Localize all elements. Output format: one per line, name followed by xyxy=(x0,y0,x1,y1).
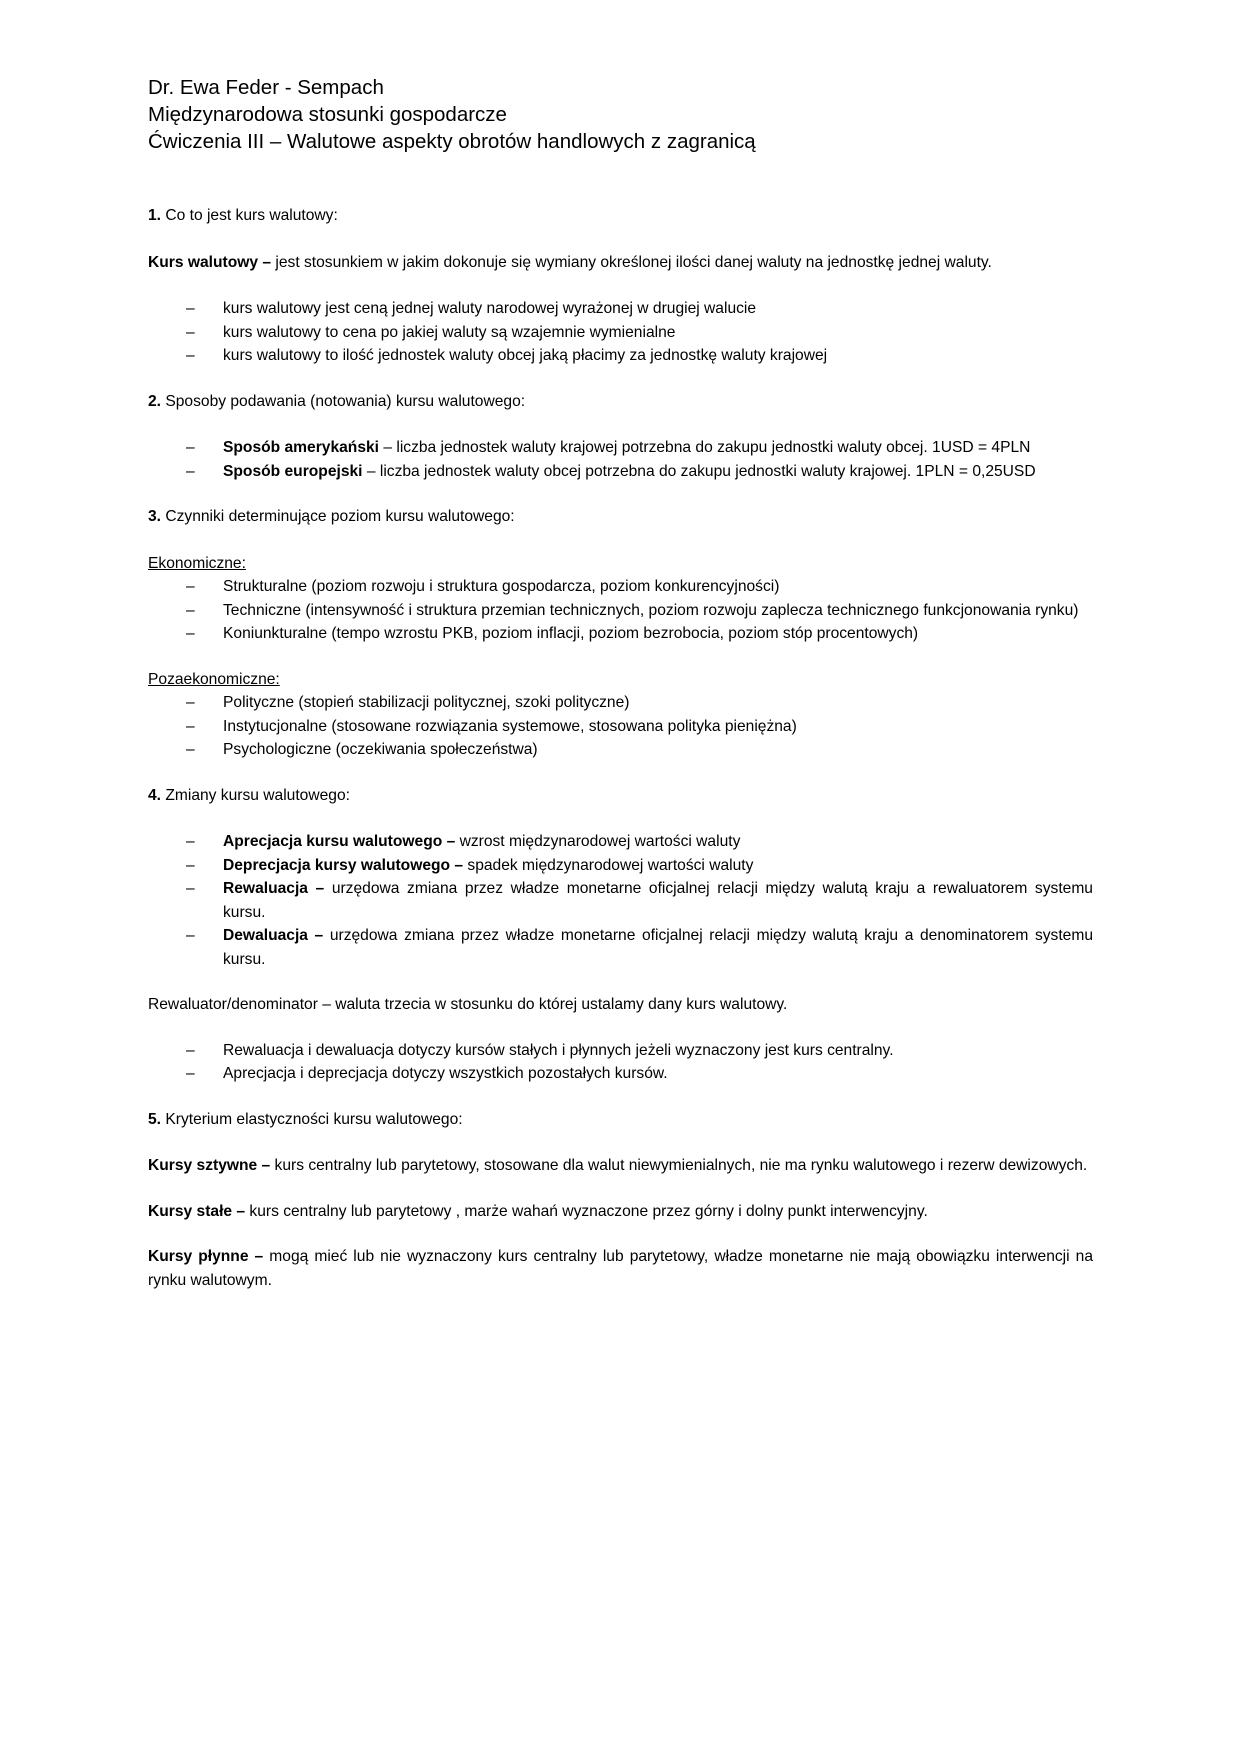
dash-bullet: – xyxy=(186,741,195,758)
section-1-list xyxy=(148,297,1093,368)
list-item: – kurs walutowy to cena po jakiej waluty są wzajemnie wymienialne xyxy=(148,321,1093,345)
section-4-note-list xyxy=(148,1039,1093,1086)
economic-factors-list xyxy=(148,575,1093,646)
fixed-rates-definition: Kursy stałe – kurs centralny lub parytetowy , marże wahań wyznaczone przez górny i dolny punkt interwencyjny. xyxy=(148,1202,928,1220)
document-header xyxy=(148,74,1108,155)
list-item: – Sposób amerykański – liczba jednostek waluty krajowej potrzebna do zakupu jednostki waluty obcej. 1USD = 4PLN xyxy=(148,436,1093,460)
section-5-title: 5. Kryterium elastyczności kursu walutowego: xyxy=(148,1110,463,1128)
list-item: – Strukturalne (poziom rozwoju i struktura gospodarcza, poziom konkurencyjności) xyxy=(148,575,1093,599)
dash-bullet: – xyxy=(186,833,195,850)
author-name: Dr. Ewa Feder - Sempach xyxy=(148,76,384,99)
list-item: – Polityczne (stopień stabilizacji politycznej, szoki polityczne) xyxy=(148,691,1093,715)
floating-rates-definition: Kursy płynne – mogą mieć lub nie wyznaczony kurs centralny lub parytetowy, władze monetarne nie mają obowiązku interwencji na rynku walutowym. xyxy=(148,1248,1093,1289)
dash-bullet: – xyxy=(186,856,195,874)
list-item: – Aprecjacja kursu walutowego – wzrost międzynarodowej wartości waluty xyxy=(148,830,1093,854)
section-4-list xyxy=(148,830,1093,971)
rigid-rates-definition: Kursy sztywne – kurs centralny lub parytetowy, stosowane dla walut niewymienialnych, nie ma rynku walutowego i rezerw dewizowych. xyxy=(148,1157,1088,1174)
dash-bullet: – xyxy=(186,439,195,456)
exchange-rate-definition xyxy=(148,251,1093,275)
dash-bullet: – xyxy=(186,694,195,711)
list-item: – Sposób europejski – liczba jednostek waluty obcej potrzebna do zakupu jednostki waluty krajowej. 1PLN = 0,25USD xyxy=(148,460,1093,484)
economic-factors-label: Ekonomiczne: xyxy=(148,554,246,572)
section-4-title: 4. Zmiany kursu walutowego: xyxy=(148,786,350,804)
course-title: Międzynarodowa stosunki gospodarcze xyxy=(148,103,507,126)
list-item: – Koniunkturalne (tempo wzrostu PKB, poziom inflacji, poziom bezrobocia, poziom stóp procentowych) xyxy=(148,622,1093,646)
list-item: – Psychologiczne (oczekiwania społeczeństwa) xyxy=(148,738,1093,762)
list-item: – Instytucjonalne (stosowane rozwiązania systemowe, stosowana polityka pieniężna) xyxy=(148,715,1093,739)
dash-bullet: – xyxy=(186,625,195,642)
document-body xyxy=(148,204,1093,1292)
list-item: – Aprecjacja i deprecjacja dotyczy wszystkich pozostałych kursów. xyxy=(148,1062,1093,1086)
list-item: – kurs walutowy jest ceną jednej waluty narodowej wyrażonej w drugiej walucie xyxy=(148,297,1093,321)
list-item: – Rewaluacja i dewaluacja dotyczy kursów stałych i płynnych jeżeli wyznaczony jest kurs centralny. xyxy=(148,1039,1093,1063)
list-item: – Deprecjacja kursy walutowego – spadek międzynarodowej wartości waluty xyxy=(148,854,1093,878)
section-2-list xyxy=(148,436,1093,483)
list-item: – Rewaluacja – urzędowa zmiana przez władze monetarne oficjalnej relacji między walutą kraju a rewaluatorem systemu kursu. xyxy=(148,877,1093,924)
dash-bullet: – xyxy=(186,927,195,944)
dash-bullet: – xyxy=(186,880,195,897)
definition-text: jest stosunkiem w jakim dokonuje się wymiany określonej ilości danej waluty na jednostkę jednej waluty. xyxy=(271,253,992,271)
dash-bullet: – xyxy=(186,1041,195,1059)
list-item: – Techniczne (intensywność i struktura przemian technicznych, poziom rozwoju zaplecza technicznego funkcjonowania rynku) xyxy=(148,599,1093,623)
non-economic-factors-label: Pozaekonomiczne: xyxy=(148,670,280,688)
dash-bullet: – xyxy=(186,717,195,735)
definition-term: Kurs walutowy – xyxy=(148,253,272,271)
list-item: – Dewaluacja – urzędowa zmiana przez władze monetarne oficjalnej relacji między walutą kraju a denominatorem systemu kursu. xyxy=(148,924,1093,971)
dash-bullet: – xyxy=(186,323,195,341)
section-3-title: 3. Czynniki determinujące poziom kursu walutowego: xyxy=(148,508,515,525)
list-item: – kurs walutowy to ilość jednostek waluty obcej jaką płacimy za jednostkę waluty krajowej xyxy=(148,344,1093,368)
exercise-topic: Ćwiczenia III – Walutowe aspekty obrotów handlowych z zagranicą xyxy=(148,130,756,153)
section-1-title: 1. Co to jest kurs walutowy: xyxy=(148,207,338,224)
dash-bullet: – xyxy=(186,1065,195,1082)
revaluator-note: Rewaluator/denominator – waluta trzecia w stosunku do której ustalamy dany kurs walutowy. xyxy=(148,996,788,1013)
dash-bullet: – xyxy=(186,300,195,317)
dash-bullet: – xyxy=(186,578,195,595)
section-2-title: 2. Sposoby podawania (notowania) kursu walutowego: xyxy=(148,392,526,410)
dash-bullet: – xyxy=(186,462,195,480)
non-economic-factors-list xyxy=(148,691,1093,762)
dash-bullet: – xyxy=(186,347,195,364)
dash-bullet: – xyxy=(186,601,195,619)
